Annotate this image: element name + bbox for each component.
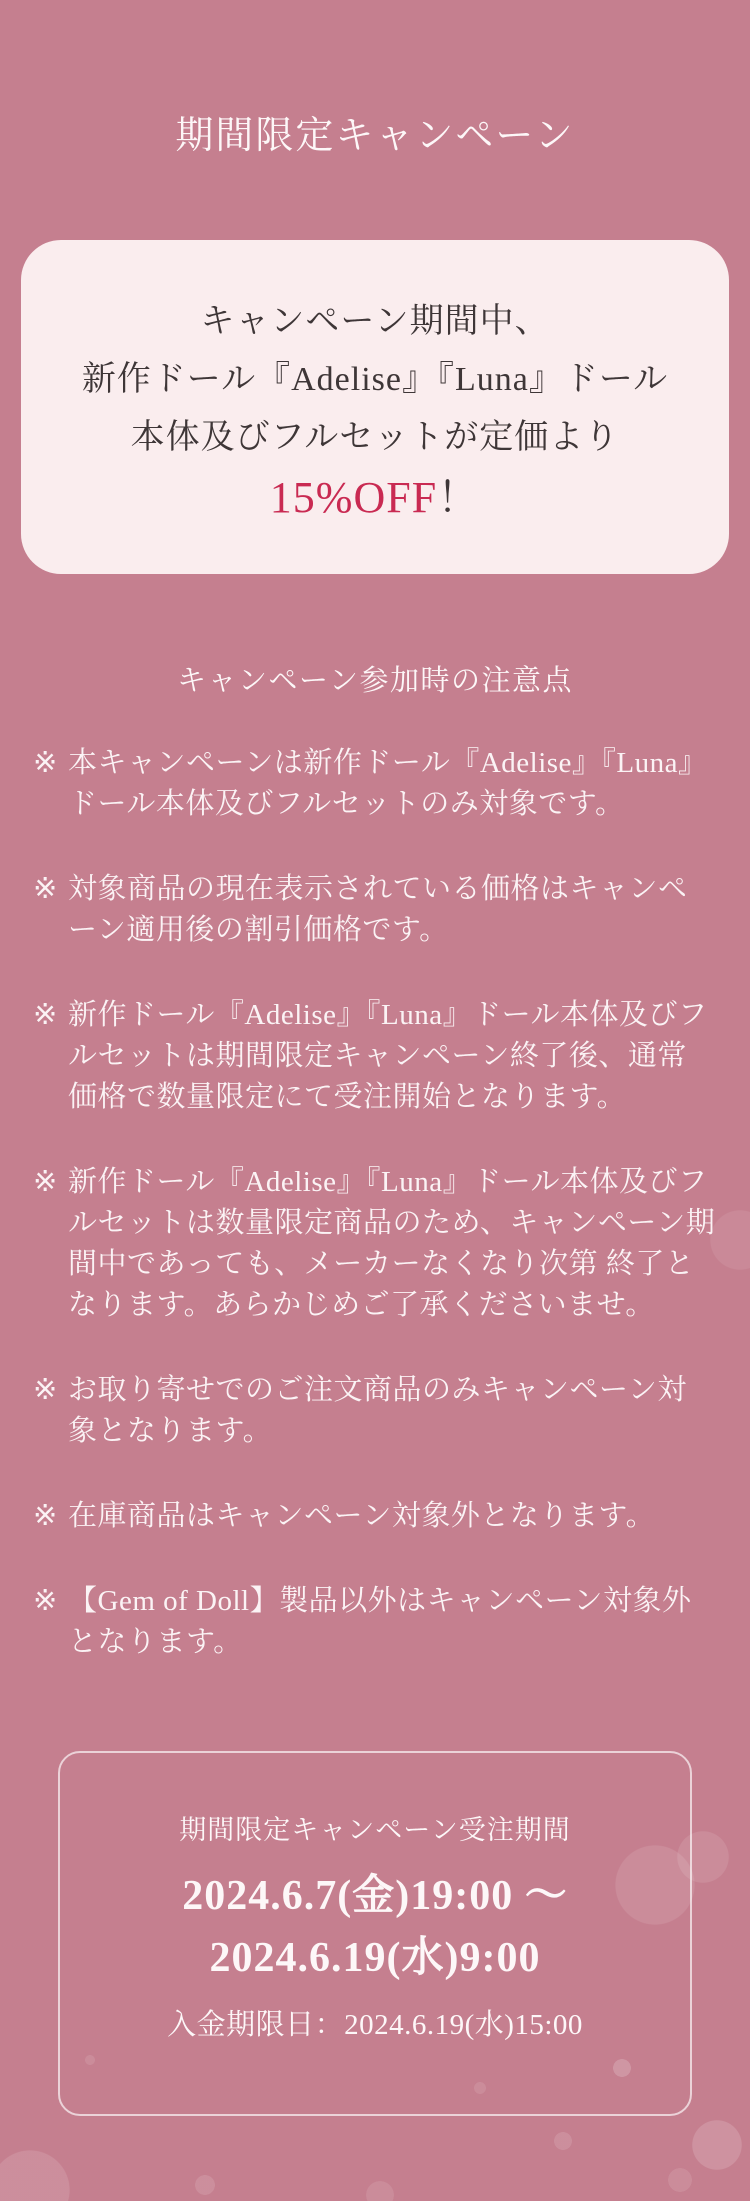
order-period-end: 2024.6.19(水)9:00 [209,1935,541,1981]
note-marker-icon: ※ [33,1374,58,1406]
order-period-start: 2024.6.7(金)19:00 〜 [182,1873,568,1919]
note-text: 新作ドール『Adelise』『Luna』ドール本体及びフルセットは期間限定キャンペーン終了後、通常価格で数量限定にて受注開始となります。 [68,999,708,1113]
note-marker-icon: ※ [33,999,58,1031]
note-item [0,869,750,951]
order-period-box [58,1751,692,2116]
note-item [0,1496,750,1537]
note-item [0,1581,750,1663]
page-title: 期間限定キャンペーン [175,115,575,157]
note-marker-icon: ※ [33,1500,58,1532]
note-text: 本キャンペーンは新作ドール『Adelise』『Luna』ドール本体及びフルセットのみ対象です。 [68,747,708,820]
note-marker-icon: ※ [33,747,58,779]
note-text: 対象商品の現在表示されている価格はキャンペーン適用後の割引価格です。 [68,873,688,946]
offer-line-2: 新作ドール『Adelise』『Luna』ドール [81,361,669,398]
discount-value: 15%OFF [269,473,438,522]
note-text: 【Gem of Doll】製品以外はキャンペーン対象外となります。 [68,1585,692,1658]
notes-list [0,743,750,1663]
discount-line [41,467,709,530]
order-period-heading: 期間限定キャンペーン受注期間 [179,1815,571,1845]
note-item [0,1162,750,1326]
note-text: お取り寄せでのご注文商品のみキャンペーン対象となります。 [68,1374,687,1447]
campaign-offer-card [21,240,729,574]
note-marker-icon: ※ [33,1166,58,1198]
discount-exclamation: ！ [437,476,481,522]
offer-line-1: キャンペーン期間中、 [200,303,550,340]
note-marker-icon: ※ [33,1585,58,1617]
note-item [0,743,750,825]
note-item [0,1370,750,1452]
note-marker-icon: ※ [33,873,58,905]
notes-heading: キャンペーン参加時の注意点 [177,665,573,697]
note-item [0,995,750,1118]
note-text: 新作ドール『Adelise』『Luna』ドール本体及びフルセットは数量限定商品のため、キャンペーン期間中であっても、メーカーなくなり次第 終了となります。あらかじめご了承くださいませ。 [68,1166,716,1321]
offer-line-3: 本体及びフルセットが定価より [130,419,620,456]
note-text: 在庫商品はキャンペーン対象外となります。 [68,1500,656,1532]
payment-deadline: 入金期限日：2024.6.19(水)15:00 [167,2009,583,2041]
